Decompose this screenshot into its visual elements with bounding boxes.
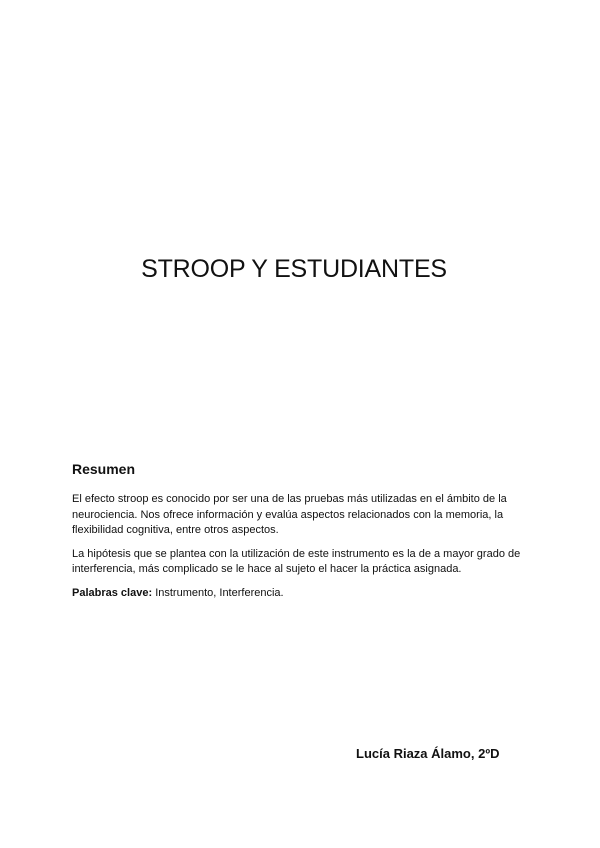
abstract-paragraph: El efecto stroop es conocido por ser una de las pruebas más utilizadas en el ámbito de la neurociencia. Nos ofrece información y evalúa aspectos relacionados con la memoria, la flexibilidad cognitiva, entre otros aspectos. [72, 493, 507, 536]
abstract-paragraph: La hipótesis que se plantea con la utilización de este instrumento es la de a mayor grado de interferencia, más complicado se le hace al sujeto el hacer la práctica asignada. [72, 547, 521, 575]
keywords-line [72, 586, 532, 602]
document-title: STROOP Y ESTUDIANTES [141, 255, 447, 283]
abstract-heading: Resumen [72, 461, 136, 477]
author-name: Lucía Riaza Álamo, 2ºD [356, 746, 500, 761]
keywords-label: Palabras clave: [72, 586, 153, 599]
keywords-value: Instrumento, Interferencia. [155, 586, 284, 599]
abstract-section [72, 460, 532, 601]
